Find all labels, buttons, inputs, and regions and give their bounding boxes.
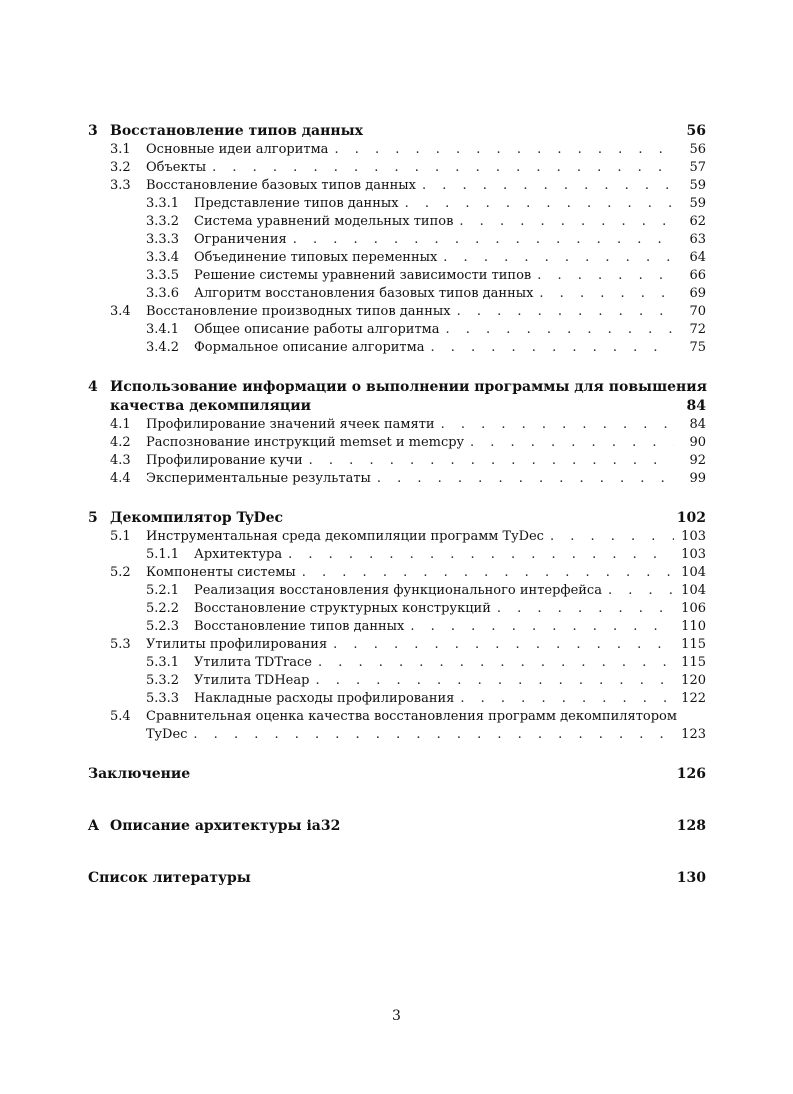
page-ref: 104 [681,565,706,580]
subsection-number: 5.3.3 [146,691,180,706]
subsection-number: 5.1.1 [146,547,180,562]
page-ref: 59 [689,196,706,211]
subsection-title: Решение системы уравнений зависимости типов [194,268,532,283]
toc-subsection-3-3-3[interactable] [88,231,706,249]
toc-section-4-4[interactable] [88,470,706,488]
subsection-title: Утилита TDHeap [194,673,310,688]
toc-subsection-3-4-2[interactable] [88,339,706,357]
page-ref: 59 [689,178,706,193]
spacer [88,784,706,805]
toc-appendix-a[interactable] [88,817,706,836]
page-ref: 70 [689,304,706,319]
toc-subsection-5-3-2[interactable] [88,672,706,690]
subsection-number: 5.3.1 [146,655,180,670]
toc-section-3-3[interactable] [88,177,706,195]
subsection-title: Восстановление типов данных [194,619,405,634]
chapter-title: Декомпилятор TyDec [110,510,284,526]
leader [287,231,674,249]
leader [312,654,674,672]
toc-subsection-3-3-5[interactable] [88,267,706,285]
leader [435,416,674,434]
section-title-line2: TyDec [146,727,188,742]
page-ref: 99 [689,471,706,486]
page-ref: 84 [686,398,706,414]
section-number: 5.4 [110,709,131,724]
leader [453,213,674,231]
toc-subsection-5-2-2[interactable] [88,600,706,618]
chapter-number: 5 [88,510,98,526]
subsection-title: Архитектура [194,547,283,562]
leader [531,267,674,285]
subsection-number: 3.4.2 [146,340,180,355]
subsection-number: 3.3.5 [146,268,180,283]
section-title: Компоненты системы [146,565,296,580]
toc-section-3-4[interactable] [88,303,706,321]
chapter-title: Заключение [88,766,191,782]
page-ref: 92 [689,453,706,468]
section-title: Профилирование кучи [146,453,303,468]
page-ref: 56 [686,123,706,139]
subsection-number: 5.2.1 [146,583,180,598]
subsection-title: Представление типов данных [194,196,399,211]
page-ref: 104 [681,583,706,598]
section-number: 4.3 [110,453,131,468]
chapter-title: Список литературы [88,870,251,886]
subsection-number: 3.3.3 [146,232,180,247]
section-number: 4.1 [110,417,131,432]
spacer [88,805,706,817]
leader [533,285,674,303]
toc-subsection-3-3-4[interactable] [88,249,706,267]
section-title: Инструментальная среда декомпиляции программ TyDec [146,529,544,544]
leader [454,690,674,708]
leader [404,618,674,636]
subsection-title: Утилита TDTrace [194,655,312,670]
toc-chapter-4-line2[interactable] [88,397,706,416]
toc-chapter-5[interactable] [88,509,706,528]
section-number: 5.3 [110,637,131,652]
chapter-title: Восстановление типов данных [110,123,363,139]
page-ref: 102 [676,510,706,526]
subsection-title: Накладные расходы профилирования [194,691,455,706]
toc-subsection-3-4-1[interactable] [88,321,706,339]
section-number: 3.2 [110,160,131,175]
spacer [88,744,706,765]
section-title: Объекты [146,160,207,175]
leader [206,159,674,177]
chapter-number: 3 [88,123,98,139]
toc-subsection-5-3-3[interactable] [88,690,706,708]
section-number: 3.4 [110,304,131,319]
spacer [88,488,706,509]
chapter-number: A [88,818,99,834]
leader [464,434,674,452]
page-ref: 103 [681,529,706,544]
page-ref: 130 [676,870,706,886]
toc-section-3-2[interactable] [88,159,706,177]
toc-section-4-3[interactable] [88,452,706,470]
section-title: Восстановление производных типов данных [146,304,451,319]
leader [303,452,674,470]
toc-subsection-5-2-3[interactable] [88,618,706,636]
chapter-title-line2: качества декомпиляции [110,398,312,414]
leader [424,339,674,357]
toc-subsection-3-3-2[interactable] [88,213,706,231]
chapter-title-line1: Использование информации о выполнении программы для повышения [110,379,708,395]
subsection-title: Формальное описание алгоритма [194,340,425,355]
toc-section-5-2[interactable] [88,564,706,582]
section-title: Экспериментальные результаты [146,471,371,486]
page-ref: 64 [689,250,706,265]
section-number: 3.1 [110,142,131,157]
subsection-number: 5.2.2 [146,601,180,616]
page-ref: 72 [689,322,706,337]
page-ref: 56 [689,142,706,157]
toc-conclusion[interactable] [88,765,706,784]
subsection-number: 3.3.1 [146,196,180,211]
section-number: 5.1 [110,529,131,544]
subsection-title: Общее описание работы алгоритма [194,322,440,337]
subsection-title: Алгоритм восстановления базовых типов данных [194,286,534,301]
page-ref: 103 [681,547,706,562]
leader [296,564,674,582]
page-ref: 63 [689,232,706,247]
toc-subsection-5-2-1[interactable] [88,582,706,600]
page-ref: 84 [689,417,706,432]
page-ref: 62 [689,214,706,229]
page-ref: 110 [681,619,706,634]
spacer [88,857,706,869]
leader [327,636,674,654]
page-ref: 57 [689,160,706,175]
page-ref: 128 [676,818,706,834]
subsection-number: 3.3.4 [146,250,180,265]
leader [437,249,674,267]
subsection-number: 5.3.2 [146,673,180,688]
chapter-title: Описание архитектуры ia32 [110,818,341,834]
leader [416,177,674,195]
page-ref: 123 [681,727,706,742]
leader [440,321,674,339]
toc-section-4-1[interactable] [88,416,706,434]
page-ref: 66 [689,268,706,283]
subsection-number: 3.3.6 [146,286,180,301]
toc-section-3-1[interactable] [88,141,706,159]
subsection-number: 3.3.2 [146,214,180,229]
subsection-title: Восстановление структурных конструкций [194,601,491,616]
subsection-title: Система уравнений модельных типов [194,214,454,229]
leader [309,672,674,690]
page-number: 3 [392,1008,401,1024]
section-title: Утилиты профилирования [146,637,328,652]
toc-chapter-3[interactable] [88,122,706,141]
toc-subsection-5-1-1[interactable] [88,546,706,564]
toc-subsection-3-3-6[interactable] [88,285,706,303]
page-ref: 106 [681,601,706,616]
subsection-title: Реализация восстановления функционального интерфейса [194,583,602,598]
toc-section-5-1[interactable] [88,528,706,546]
spacer [88,357,706,378]
subsection-title: Объединение типовых переменных [194,250,438,265]
subsection-number: 5.2.3 [146,619,180,634]
section-title-line1: Сравнительная оценка качества восстановления программ декомпилятором [146,709,677,724]
section-title: Профилирование значений ячеек памяти [146,417,435,432]
chapter-number: 4 [88,379,98,395]
section-title: Восстановление базовых типов данных [146,178,416,193]
subsection-title: Ограничения [194,232,287,247]
page-ref: 90 [689,435,706,450]
spacer [88,836,706,857]
section-title: Распознование инструкций memset и memcpy [146,435,464,450]
toc-subsection-5-3-1[interactable] [88,654,706,672]
section-number: 5.2 [110,565,131,580]
toc-subsection-3-3-1[interactable] [88,195,706,213]
leader [187,726,674,744]
toc-section-5-4-line1[interactable] [88,708,706,726]
page-ref: 75 [689,340,706,355]
leader [544,528,674,546]
page-ref: 122 [681,691,706,706]
toc-section-4-2[interactable] [88,434,706,452]
page-ref: 69 [689,286,706,301]
section-number: 3.3 [110,178,131,193]
leader [371,470,674,488]
page-ref: 120 [681,673,706,688]
page-ref: 126 [676,766,706,782]
section-title: Основные идеи алгоритма [146,142,329,157]
toc-section-5-3[interactable] [88,636,706,654]
leader [602,582,674,600]
subsection-number: 3.4.1 [146,322,180,337]
leader [399,195,674,213]
page-ref: 115 [681,637,706,652]
toc-section-5-4-line2[interactable] [88,726,706,744]
toc-references[interactable] [88,869,706,888]
page-ref: 115 [681,655,706,670]
leader [282,546,674,564]
leader [328,141,674,159]
table-of-contents [88,122,706,888]
leader [491,600,674,618]
section-number: 4.4 [110,471,131,486]
leader [451,303,674,321]
section-number: 4.2 [110,435,131,450]
toc-chapter-4-line1[interactable] [88,378,706,397]
